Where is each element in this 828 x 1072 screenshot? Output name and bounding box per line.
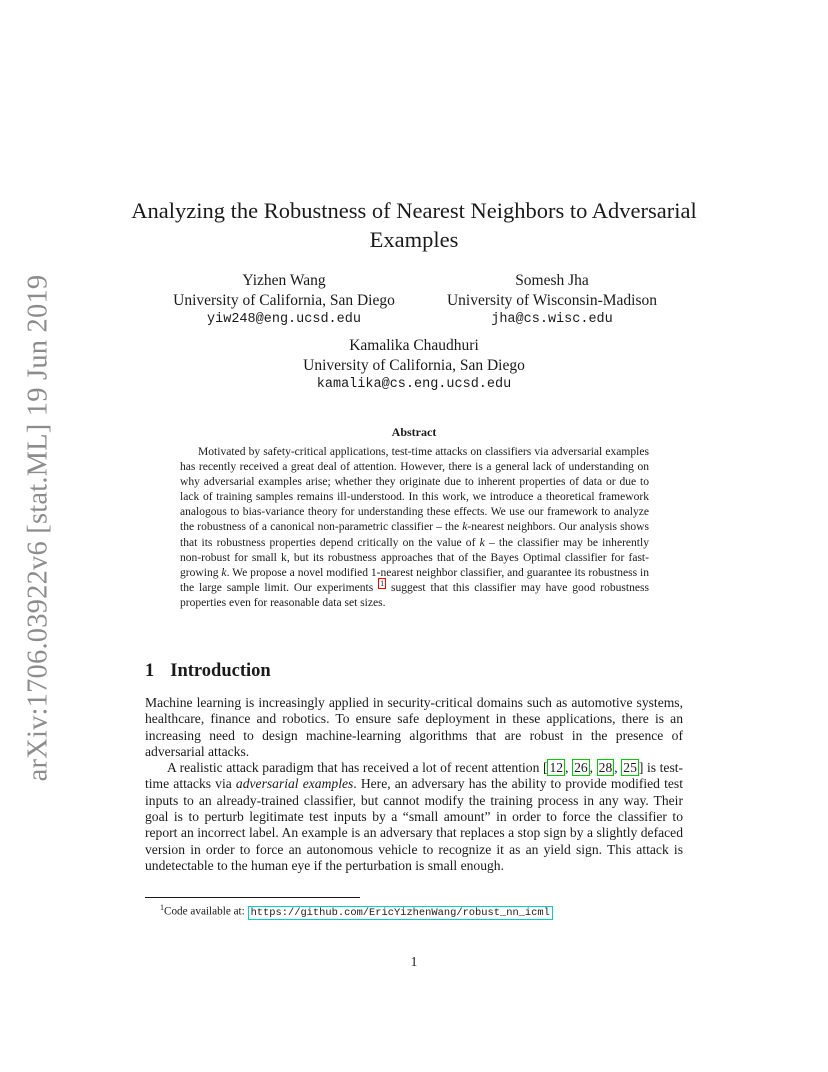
footnote bbox=[160, 901, 553, 920]
abstract-segment: -nearest neighbors. Our analysis shows that its robustness properties depend critically on the value of bbox=[180, 521, 649, 549]
abstract-heading: Abstract bbox=[391, 425, 437, 439]
citation-link[interactable]: 26 bbox=[574, 760, 588, 776]
citation-link[interactable]: 25 bbox=[623, 760, 637, 776]
arxiv-identifier-stamp bbox=[14, 274, 62, 782]
author-email[interactable]: yiw248@eng.ucsd.edu bbox=[207, 312, 361, 327]
math-variable-k: k bbox=[479, 536, 485, 549]
section-heading-introduction bbox=[145, 661, 271, 682]
abstract-segment: – the classifier may be inherently non-robust for small k, but its robustness approaches that of the Bayes Optimal classifier for fast-growing bbox=[180, 536, 649, 579]
author-name: Yizhen Wang bbox=[242, 272, 326, 289]
footnote-divider bbox=[145, 897, 360, 898]
abstract-text bbox=[180, 445, 649, 611]
author-affiliation: University of California, San Diego bbox=[173, 291, 395, 309]
paper-title: Analyzing the Robustness of Nearest Neighbors to Adversarial Examples bbox=[131, 198, 697, 252]
author-block-1 bbox=[150, 271, 418, 330]
introduction-body bbox=[145, 695, 683, 874]
page-number: 1 bbox=[410, 954, 418, 969]
paragraph: Machine learning is increasingly applied in security-critical domains such as automotive systems, healthcare, finance and robotics. To ensure safe deployment in these applications, there is an increasing need to design machine-learning algorithms that are robust in the presence of adversarial attacks. bbox=[145, 695, 683, 759]
author-email[interactable]: kamalika@cs.eng.ucsd.edu bbox=[316, 377, 512, 392]
author-name: Kamalika Chaudhuri bbox=[349, 337, 479, 354]
citation-link[interactable]: 28 bbox=[598, 760, 613, 776]
math-variable-k: k bbox=[462, 521, 468, 534]
section-number: 1 bbox=[145, 661, 155, 681]
footnote-text: Code available at: bbox=[164, 905, 248, 918]
emphasized-term: adversarial examples bbox=[235, 776, 354, 792]
paragraph: A realistic attack paradigm that has received a lot of recent attention [ 12 , 26 , 28 , 25 ] is test-time attacks via adversarial examples. Here, an adversary has the ability to provide modified test inputs to an already-trained classifier, but cannot modify the training process in any way. Their goal is to perturb legitimate test inputs by a “small amount” in order to force the classifier to report an incorrect label. An example is an adversary that replaces a stop sign by a slightly defaced version in order to force an autonomous vehicle to recognize it as an yield sign. This attack is undetectable to the human eye if the perturbation is small enough. bbox=[145, 760, 684, 873]
author-block-2 bbox=[426, 271, 678, 330]
paragraph-segment: ] is test-time attacks via bbox=[145, 760, 684, 792]
paragraph-segment: A realistic attack paradigm that has received a lot of recent attention [ bbox=[167, 760, 548, 776]
author-affiliation: University of Wisconsin-Madison bbox=[446, 291, 658, 309]
arxiv-identifier-text: arXiv:1706.03922v6 [stat.ML] 19 Jun 2019 bbox=[22, 274, 53, 782]
abstract-segment: Motivated by safety-critical applications, test-time attacks on classifiers via adversarial examples has recently received a great deal of attention. However, there is a general lack of understanding on why adversarial examples arise; whether they originate due to inherent properties of data or due to lack of training samples remains ill-understood. In this work, we introduce a theoretical framework analogous to bias-variance theory for understanding these effects. We use our framework to analyze the robustness of a canonical non-parametric classifier – the bbox=[180, 446, 649, 534]
abstract-segment: . We propose a novel modified 1-nearest neighbor classifier, and guarantee its robustness in the large sample limit. Our experiments bbox=[180, 566, 650, 594]
paragraph-segment: . Here, an adversary has the ability to provide modified test inputs to an already-trained classifier, but cannot modify the training process in any way. Their goal is to perturb legitimate test inputs by a “small amount” in order to force the classifier to report an incorrect label. An example is an adversary that replaces a stop sign by a slightly defaced version in order to force an autonomous vehicle to recognize it as an yield sign. This attack is undetectable to the human eye if the perturbation is small enough. bbox=[145, 776, 683, 873]
footnote-reference-link[interactable]: 1 bbox=[380, 579, 385, 588]
section-title: Introduction bbox=[170, 661, 271, 681]
author-block-3 bbox=[274, 336, 554, 395]
author-affiliation: University of California, San Diego bbox=[303, 356, 525, 374]
math-variable-k: k bbox=[221, 566, 227, 579]
author-email[interactable]: jha@cs.wisc.edu bbox=[491, 312, 613, 327]
footnote-mark: 1 bbox=[160, 903, 164, 912]
citation-link[interactable]: 12 bbox=[549, 760, 564, 776]
author-name: Somesh Jha bbox=[515, 272, 589, 289]
code-url-link[interactable]: https://github.com/EricYizhenWang/robust_nn_icml bbox=[248, 906, 553, 920]
abstract-segment: suggest that this classifier may have good robustness properties even for reasonable data set sizes. bbox=[180, 581, 650, 609]
